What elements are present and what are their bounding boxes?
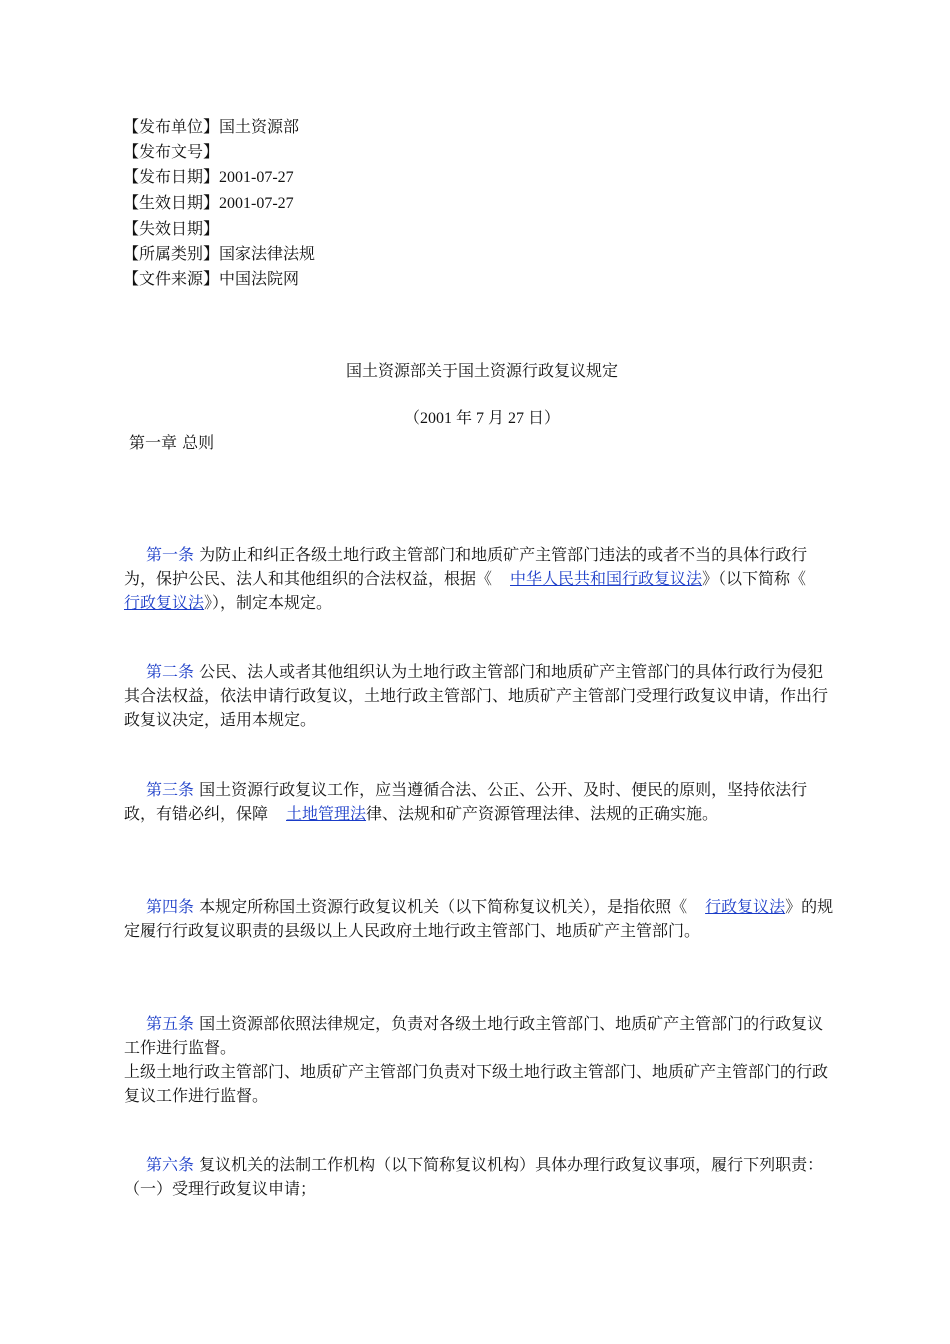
document-title: 国土资源部关于国土资源行政复议规定 (345, 361, 618, 380)
article-label: 第六条 (146, 1155, 195, 1174)
meta-effective-date: 【生效日期】2001-07-27 (123, 193, 294, 212)
article-5-para-2: 上级土地行政主管部门、地质矿产主管部门负责对下级土地行政主管部门、地质矿产主管部门的行政复议工作进行监督。 (124, 1062, 829, 1105)
article-3: 第三条 国土资源行政复议工作，应当遵循合法、公正、公开、及时、便民的原则，坚持依法行政，有错必纠，保障 土地管理法律、法规和矿产资源管理法律、法规的正确实施。 (124, 780, 808, 823)
document-date: （2001 年 7 月 27 日） (403, 410, 560, 427)
article-label: 第四条 (146, 897, 195, 916)
list-item: （一）受理行政复议申请； (124, 1179, 317, 1198)
article-2: 第二条 公民、法人或者其他组织认为土地行政主管部门和地质矿产主管部门的具体行政行为侵犯其合法权益，依法申请行政复议，土地行政主管部门、地质矿产主管部门受理行政复议申请，作出行政复议决定，适用本规定。 (124, 662, 829, 729)
article-label: 第二条 (146, 662, 195, 681)
article-4: 第四条 本规定所称国土资源行政复议机关（以下简称复议机关），是指依照《 行政复议法》的规定履行行政复议职责的县级以上人民政府土地行政主管部门、地质矿产主管部门。 (124, 897, 834, 940)
article-label: 第五条 (146, 1014, 195, 1033)
article-6: 第六条 复议机关的法制工作机构（以下简称复议机构）具体办理行政复议事项，履行下列职责： （一）受理行政复议申请； (124, 1153, 836, 1201)
meta-doc-number: 【发布文号】 (123, 142, 220, 161)
article-1: 第一条 为防止和纠正各级土地行政主管部门和地质矿产主管部门违法的或者不当的具体行政行为，保护公民、法人和其他组织的合法权益，根据《 中华人民共和国行政复议法》（以下简称《行政复议法》），制定本规定。 (124, 545, 808, 612)
document-metadata (123, 114, 315, 291)
meta-source: 【文件来源】中国法院网 (123, 269, 300, 288)
article-label: 第三条 (146, 780, 195, 799)
chapter-heading: 第一章 总则 (129, 433, 215, 452)
meta-category: 【所属类别】国家法律法规 (123, 244, 316, 263)
meta-publish-date: 【发布日期】2001-07-27 (123, 167, 294, 186)
meta-publisher: 【发布单位】国土资源部 (123, 117, 300, 136)
meta-expiry-date: 【失效日期】 (123, 219, 220, 238)
article-label: 第一条 (146, 545, 195, 564)
law-link[interactable]: 行政复议法 (124, 593, 205, 612)
law-link[interactable]: 土地管理法 (286, 804, 367, 823)
law-link[interactable]: 中华人民共和国行政复议法 (510, 569, 703, 588)
article-5: 第五条 国土资源部依照法律规定，负责对各级土地行政主管部门、地质矿产主管部门的行政复议工作进行监督。 上级土地行政主管部门、地质矿产主管部门负责对下级土地行政主管部门、地质矿产主管部门的行政复议工作进行监督。 (124, 1012, 836, 1108)
law-link[interactable]: 行政复议法 (705, 897, 786, 916)
